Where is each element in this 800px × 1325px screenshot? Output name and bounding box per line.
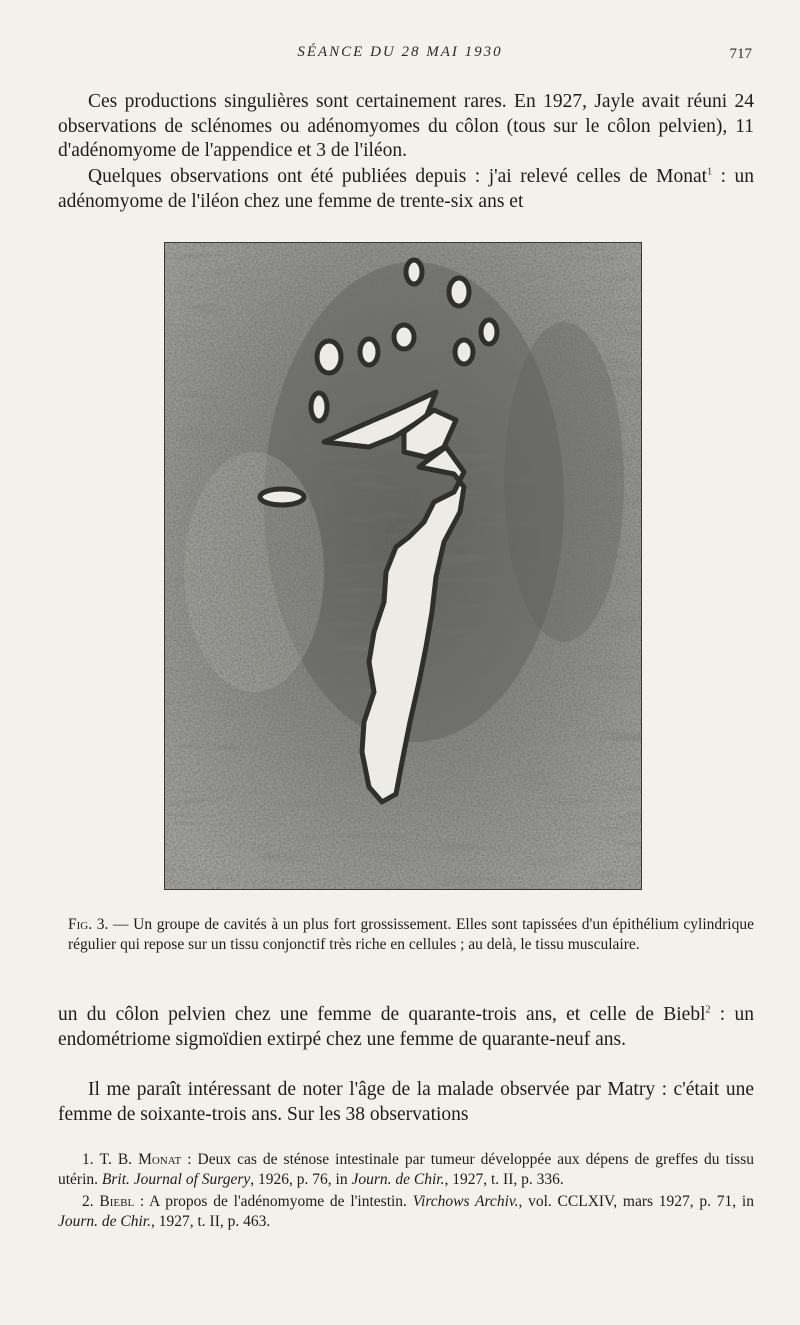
footnote-1 (58, 1150, 754, 1190)
footnote-1-journal-a: Brit. Journal of Surgery (101, 1171, 251, 1188)
footnote-2-journal-b: Journ. de Chir. (58, 1213, 151, 1230)
footnote-2-text-b: , vol. CCLXIV, mars 1927, p. 71, in (518, 1193, 754, 1210)
footnotes (58, 1150, 754, 1234)
page-number: 717 (729, 46, 752, 62)
paragraph-2 (58, 165, 754, 214)
footnote-1-text-b: , 1926, p. 76, in (250, 1171, 352, 1188)
footnote-2 (58, 1192, 754, 1232)
histology-micrograph (164, 242, 642, 890)
footnote-1-journal-b: Journ. de Chir. (351, 1171, 445, 1188)
figure-caption-text: — Un groupe de cavités à un plus fort grossissement. Elles sont tapissées d'un épithélium cylindrique régulier qui repose sur un tissu conjonctif très riche en cellules ; au delà, le tissu musculaire. (68, 916, 754, 953)
footnote-2-text-a: : A propos de l'adénomyome de l'intestin. (134, 1193, 413, 1210)
running-head (0, 44, 800, 68)
paragraph-1: Ces productions singulières sont certainement rares. En 1927, Jayle avait réuni 24 observations de sclénomes ou adénomyomes du côlon (tous sur le côlon pelvien), 11 d'adénomyome de l'appendice et 3 de l'iléon. (58, 91, 754, 161)
figure-label: Fig. 3. (68, 916, 109, 933)
paragraph-3-start: un du côlon pelvien chez une femme de quarante-trois ans, et celle de Biebl (58, 1004, 706, 1025)
footnote-2-journal-a: Virchows Archiv. (412, 1193, 519, 1210)
paragraph-3 (58, 1003, 754, 1052)
figure-caption (68, 915, 754, 955)
footnote-1-number: 1. (82, 1151, 94, 1168)
footnote-1-author: T. B. Monat (99, 1151, 182, 1168)
paragraph-4: Il me paraît intéressant de noter l'âge de la malade observée par Matry : c'était une femme de soixante-trois ans. Sur les 38 observations (58, 1079, 754, 1125)
footnote-1-text-a: : Deux cas de sténose intestinale par tumeur développée aux dépens de greffes du tissu utérin. (58, 1151, 754, 1188)
footnote-2-number: 2. (82, 1193, 94, 1210)
footnote-ref-2: 2 (705, 1004, 711, 1016)
running-title: SÉANCE DU 28 MAI 1930 (297, 44, 503, 60)
footnote-ref-1: 1 (707, 166, 713, 178)
footnote-1-text-c: , 1927, t. II, p. 336. (444, 1171, 564, 1188)
paragraph-3-end: : un endométriome sigmoïdien extirpé chez une femme de quarante-neuf ans. (58, 1004, 754, 1050)
footnote-2-author: Biebl (99, 1193, 135, 1210)
footnote-2-text-c: , 1927, t. II, p. 463. (151, 1213, 271, 1230)
paragraph-2-start: Quelques observations ont été publiées depuis : j'ai relevé celles de Monat (88, 166, 708, 187)
paragraph-2-end: : un adénomyome de l'iléon chez une femme de trente-six ans et (58, 166, 755, 212)
micrograph-illustration (164, 242, 642, 890)
